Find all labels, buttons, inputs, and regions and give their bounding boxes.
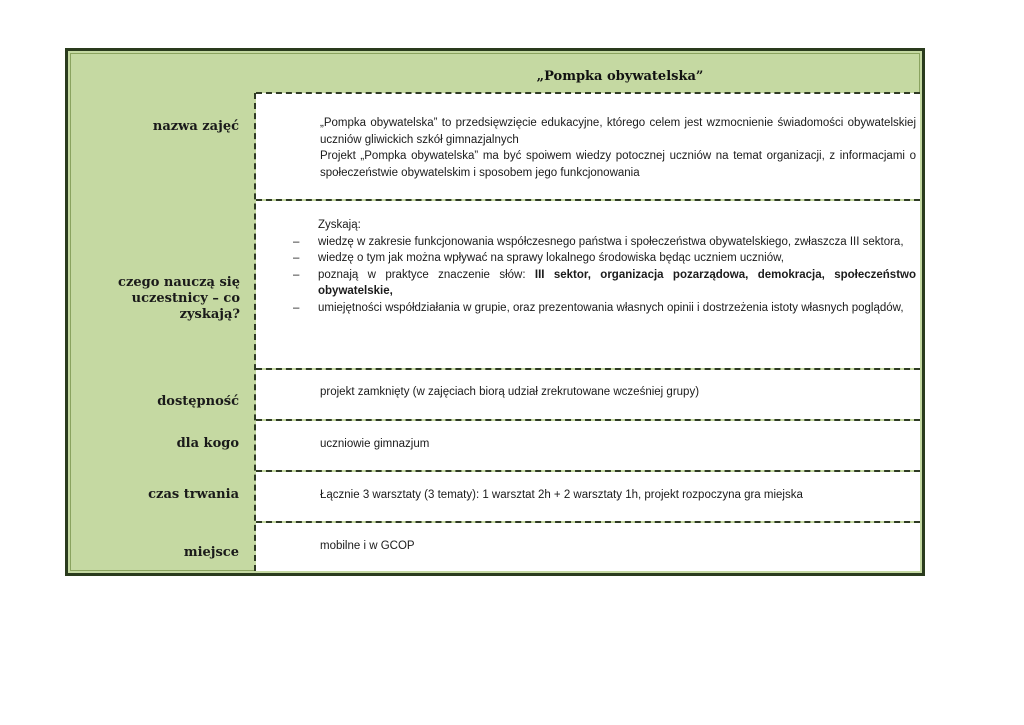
bullet-text: umiejętności współdziałania w grupie, oraz prezentowania własnych opinii i dostrzeżenia istoty własnych poglądów,	[318, 301, 904, 314]
bullet-bold-terms: III sektor, organizacja pozarządowa, demokracja, społeczeństwo obywatelskie,	[318, 268, 916, 297]
bullet-text: wiedzę w zakresie funkcjonowania współczesnego państwa i społeczeństwa obywatelskiego, zwłaszcza III sektora,	[318, 235, 904, 248]
label-czas: czas trwania	[148, 487, 239, 502]
info-table	[65, 48, 925, 576]
dash-marker: –	[293, 301, 300, 314]
nazwa-text	[320, 115, 916, 181]
dash-marker: –	[293, 268, 300, 281]
dostepnosc-value: projekt zamknięty (w zajęciach biorą udział zrekrutowane wcześniej grupy)	[320, 386, 700, 398]
list-item	[293, 300, 916, 317]
label-dla-kogo: dla kogo	[176, 436, 239, 451]
row-divider	[256, 368, 920, 370]
list-item	[293, 267, 916, 300]
bullet-text: poznają w praktyce znaczenie słów:	[318, 268, 535, 281]
row-divider	[256, 92, 920, 94]
miejsce-value: mobilne i w GCOP	[320, 540, 415, 552]
label-zyskaja: czego nauczą się uczestnicy – co zyskają?	[118, 275, 240, 322]
label-nazwa: nazwa zajęć	[152, 119, 239, 134]
dash-marker: –	[293, 252, 300, 264]
dla-kogo-value: uczniowie gimnazjum	[320, 438, 430, 450]
nazwa-paragraph-2: Projekt „Pompka obywatelska” ma być spoiwem wiedzy potocznej uczniów na temat organizacji, z informacjami o społeczeństwie obywatelskim i sposobem jego funkcjonowania	[320, 150, 916, 179]
dash-marker: –	[293, 235, 300, 248]
row-divider	[256, 419, 920, 421]
row-divider	[256, 199, 920, 201]
table-title: „Pompka obywatelska”	[536, 69, 704, 84]
bullet-text: wiedzę o tym jak można wpływać na sprawy lokalnego środowiska będąc uczniem uczniów,	[318, 252, 784, 264]
label-miejsce: miejsce	[183, 545, 239, 560]
list-item	[293, 250, 916, 267]
czas-value: Łącznie 3 warsztaty (3 tematy): 1 warsztat 2h + 2 warsztaty 1h, projekt rozpoczyna gra miejska	[320, 489, 803, 501]
column-divider	[254, 93, 256, 571]
row-divider	[256, 521, 920, 523]
row-divider	[256, 470, 920, 472]
zyskaja-list	[293, 234, 916, 317]
label-dostepnosc: dostępność	[157, 394, 239, 409]
nazwa-paragraph-1: „Pompka obywatelska” to przedsięwzięcie edukacyjne, którego celem jest wzmocnienie świadomości obywatelskiej uczniów gliwickich szkół gimnazjalnych	[320, 117, 916, 146]
zyskaja-intro: Zyskają:	[318, 219, 361, 231]
zyskaja-text	[293, 217, 916, 316]
list-item	[293, 234, 916, 251]
